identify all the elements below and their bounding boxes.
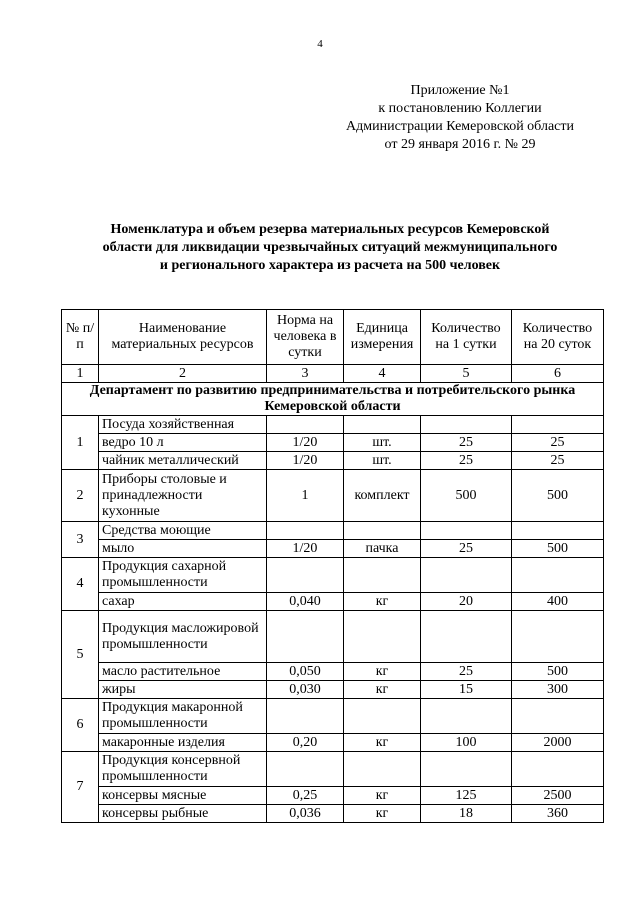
quantity-20-days bbox=[512, 752, 604, 787]
table-row bbox=[62, 663, 604, 681]
quantity-20-days: 360 bbox=[512, 805, 604, 823]
row-number: 5 bbox=[62, 611, 99, 699]
norm-per-person bbox=[267, 522, 344, 540]
row-number: 2 bbox=[62, 470, 99, 522]
quantity-1-day bbox=[421, 752, 512, 787]
column-number: 1 bbox=[62, 365, 99, 383]
item-name: чайник металлический bbox=[99, 452, 267, 470]
appendix-line: Администрации Кемеровской области bbox=[346, 119, 574, 134]
quantity-1-day: 125 bbox=[421, 787, 512, 805]
header-cell: Единица измерения bbox=[344, 310, 421, 365]
quantity-1-day: 15 bbox=[421, 681, 512, 699]
unit-of-measure: кг bbox=[344, 681, 421, 699]
item-name: Продукция сахарной промышленности bbox=[99, 558, 267, 593]
item-name: консервы рыбные bbox=[99, 805, 267, 823]
department-name: Департамент по развитию предпринимательства и потребительского рынка Кемеровской области bbox=[62, 383, 604, 416]
header-cell: Норма на человека в сутки bbox=[267, 310, 344, 365]
quantity-1-day: 25 bbox=[421, 452, 512, 470]
norm-per-person: 1 bbox=[267, 470, 344, 522]
item-name: жиры bbox=[99, 681, 267, 699]
unit-of-measure: кг bbox=[344, 663, 421, 681]
table-row bbox=[62, 434, 604, 452]
quantity-20-days: 500 bbox=[512, 470, 604, 522]
header-cell: № п/п bbox=[62, 310, 99, 365]
table-row bbox=[62, 699, 604, 734]
header-cell: Наименование материальных ресурсов bbox=[99, 310, 267, 365]
resources-table bbox=[61, 309, 604, 823]
table-row bbox=[62, 452, 604, 470]
quantity-1-day bbox=[421, 558, 512, 593]
quantity-20-days: 25 bbox=[512, 452, 604, 470]
norm-per-person: 0,050 bbox=[267, 663, 344, 681]
unit-of-measure bbox=[344, 611, 421, 663]
quantity-1-day: 25 bbox=[421, 434, 512, 452]
item-name: сахар bbox=[99, 593, 267, 611]
norm-per-person bbox=[267, 416, 344, 434]
table-row bbox=[62, 522, 604, 540]
quantity-20-days: 25 bbox=[512, 434, 604, 452]
norm-per-person: 1/20 bbox=[267, 434, 344, 452]
table-row bbox=[62, 787, 604, 805]
unit-of-measure: кг bbox=[344, 593, 421, 611]
quantity-1-day: 18 bbox=[421, 805, 512, 823]
norm-per-person bbox=[267, 611, 344, 663]
quantity-20-days: 2000 bbox=[512, 734, 604, 752]
quantity-20-days bbox=[512, 699, 604, 734]
item-name: консервы мясные bbox=[99, 787, 267, 805]
appendix-block bbox=[330, 82, 590, 154]
quantity-1-day: 100 bbox=[421, 734, 512, 752]
column-number: 4 bbox=[344, 365, 421, 383]
item-name: Приборы столовые и принадлежности кухонные bbox=[99, 470, 267, 522]
table-row bbox=[62, 540, 604, 558]
quantity-1-day bbox=[421, 416, 512, 434]
unit-of-measure: шт. bbox=[344, 434, 421, 452]
row-number: 7 bbox=[62, 752, 99, 823]
quantity-20-days: 500 bbox=[512, 663, 604, 681]
table-row bbox=[62, 681, 604, 699]
document-title bbox=[60, 221, 600, 275]
table-row bbox=[62, 593, 604, 611]
department-row bbox=[62, 383, 604, 416]
unit-of-measure: кг bbox=[344, 787, 421, 805]
header-cell: Количество на 1 сутки bbox=[421, 310, 512, 365]
item-name: масло растительное bbox=[99, 663, 267, 681]
page-number: 4 bbox=[317, 38, 323, 50]
item-name: Продукция масложировой промышленности bbox=[99, 611, 267, 663]
quantity-1-day bbox=[421, 522, 512, 540]
item-name: Средства моющие bbox=[99, 522, 267, 540]
quantity-1-day: 25 bbox=[421, 663, 512, 681]
quantity-20-days: 400 bbox=[512, 593, 604, 611]
appendix-line: Приложение №1 bbox=[410, 83, 510, 98]
row-number: 6 bbox=[62, 699, 99, 752]
quantity-20-days bbox=[512, 558, 604, 593]
unit-of-measure bbox=[344, 699, 421, 734]
table-row bbox=[62, 752, 604, 787]
norm-per-person bbox=[267, 699, 344, 734]
norm-per-person bbox=[267, 752, 344, 787]
table-row bbox=[62, 611, 604, 663]
column-number: 5 bbox=[421, 365, 512, 383]
norm-per-person: 1/20 bbox=[267, 452, 344, 470]
appendix-line: к постановлению Коллегии bbox=[378, 101, 542, 116]
quantity-20-days: 300 bbox=[512, 681, 604, 699]
item-name: мыло bbox=[99, 540, 267, 558]
item-name: Посуда хозяйственная bbox=[99, 416, 267, 434]
unit-of-measure: шт. bbox=[344, 452, 421, 470]
quantity-1-day bbox=[421, 699, 512, 734]
unit-of-measure bbox=[344, 752, 421, 787]
unit-of-measure bbox=[344, 558, 421, 593]
norm-per-person: 0,20 bbox=[267, 734, 344, 752]
item-name: Продукция макаронной промышленности bbox=[99, 699, 267, 734]
quantity-20-days bbox=[512, 522, 604, 540]
title-line: Номенклатура и объем резерва материальных ресурсов Кемеровской bbox=[110, 222, 550, 237]
unit-of-measure: пачка bbox=[344, 540, 421, 558]
column-number-row bbox=[62, 365, 604, 383]
item-name: ведро 10 л bbox=[99, 434, 267, 452]
row-number: 1 bbox=[62, 416, 99, 470]
column-number: 2 bbox=[99, 365, 267, 383]
quantity-20-days: 500 bbox=[512, 540, 604, 558]
unit-of-measure bbox=[344, 522, 421, 540]
quantity-1-day bbox=[421, 611, 512, 663]
norm-per-person: 0,030 bbox=[267, 681, 344, 699]
table-header-row bbox=[62, 310, 604, 365]
quantity-20-days bbox=[512, 611, 604, 663]
norm-per-person: 0,25 bbox=[267, 787, 344, 805]
table-row bbox=[62, 734, 604, 752]
row-number: 4 bbox=[62, 558, 99, 611]
table-row bbox=[62, 416, 604, 434]
table-row bbox=[62, 558, 604, 593]
table-body bbox=[62, 416, 604, 823]
quantity-20-days: 2500 bbox=[512, 787, 604, 805]
quantity-20-days bbox=[512, 416, 604, 434]
quantity-1-day: 20 bbox=[421, 593, 512, 611]
header-cell: Количество на 20 суток bbox=[512, 310, 604, 365]
row-number: 3 bbox=[62, 522, 99, 558]
title-line: и регионального характера из расчета на 500 человек bbox=[159, 258, 501, 273]
norm-per-person: 1/20 bbox=[267, 540, 344, 558]
unit-of-measure: кг bbox=[344, 734, 421, 752]
norm-per-person: 0,040 bbox=[267, 593, 344, 611]
norm-per-person: 0,036 bbox=[267, 805, 344, 823]
item-name: макаронные изделия bbox=[99, 734, 267, 752]
unit-of-measure: кг bbox=[344, 805, 421, 823]
item-name: Продукция консервной промышленности bbox=[99, 752, 267, 787]
table-row bbox=[62, 470, 604, 522]
unit-of-measure bbox=[344, 416, 421, 434]
norm-per-person bbox=[267, 558, 344, 593]
quantity-1-day: 500 bbox=[421, 470, 512, 522]
column-number: 6 bbox=[512, 365, 604, 383]
table-row bbox=[62, 805, 604, 823]
quantity-1-day: 25 bbox=[421, 540, 512, 558]
appendix-line: от 29 января 2016 г. № 29 bbox=[384, 137, 536, 152]
title-line: области для ликвидации чрезвычайных ситуаций межмуниципального bbox=[102, 240, 558, 255]
column-number: 3 bbox=[267, 365, 344, 383]
unit-of-measure: комплект bbox=[344, 470, 421, 522]
